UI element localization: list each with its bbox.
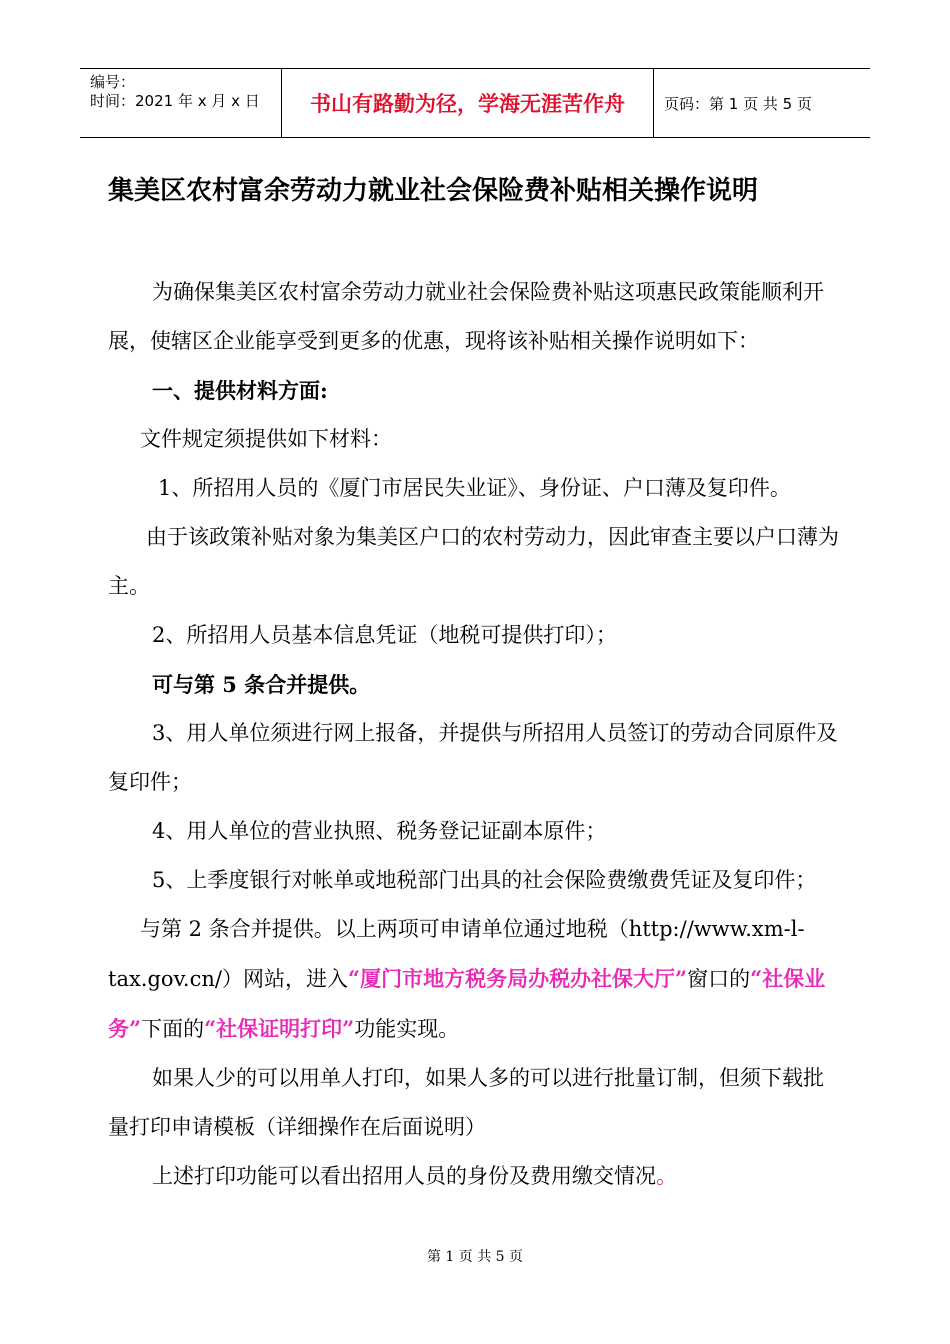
document-body xyxy=(108,268,844,1201)
header-page-info: 页码：第 1 页 共 5 页 xyxy=(664,94,812,113)
list-item-4: 4、用人单位的营业执照、税务登记证副本原件； xyxy=(152,819,607,843)
social-insurance-business: “社保业务” xyxy=(108,966,826,1041)
paragraph-note-1: 由于该政策补贴对象为集美区户口的农村劳动力，因此审查主要以户口薄为主。 xyxy=(108,525,839,598)
note5-text-b: 窗口的 xyxy=(687,967,751,991)
paragraph-intro: 为确保集美区农村富余劳动力就业社会保险费补贴这项惠民政策能顺利开展，使辖区企业能享受到更多的优惠，现将该补贴相关操作说明如下： xyxy=(108,280,824,353)
paragraph-note-2: 可与第 5 条合并提供。 xyxy=(152,672,371,697)
paragraph-note-5 xyxy=(108,905,844,1054)
summary-text: 上述打印功能可以看出招用人员的身份及费用缴交情况 xyxy=(152,1164,656,1188)
certificate-print-function: “社保证明打印” xyxy=(204,1016,355,1041)
list-item-2: 2、所招用人员基本信息凭证（地税可提供打印）； xyxy=(152,623,617,647)
summary-period: 。 xyxy=(656,1164,677,1188)
section-heading: 一、提供材料方面: xyxy=(152,378,328,403)
header-time: 时间：2021 年 x 月 x 日 xyxy=(90,92,260,110)
list-item-5: 5、上季度银行对帐单或地税部门出具的社会保险费缴费凭证及复印件； xyxy=(152,868,817,892)
paragraph-batch: 如果人少的可以用单人打印，如果人多的可以进行批量订制，但须下载批量打印申请模板（详细操作在后面说明） xyxy=(108,1066,824,1139)
header-motto: 书山有路勤为径，学海无涯苦作舟 xyxy=(282,69,654,137)
document-title: 集美区农村富余劳动力就业社会保险费补贴相关操作说明 xyxy=(108,176,759,206)
list-item-1: 1、所招用人员的《厦门市居民失业证》、身份证、户口薄及复印件。 xyxy=(158,476,791,500)
tax-hall-name: “厦门市地方税务局办税办社保大厅” xyxy=(347,966,688,991)
note5-text-c: 下面的 xyxy=(141,1017,205,1041)
note5-text-d: 功能实现。 xyxy=(354,1017,460,1041)
list-item-3: 3、用人单位须进行网上报备，并提供与所招用人员签订的劳动合同原件及复印件； xyxy=(108,721,838,794)
page-header xyxy=(80,68,870,138)
note5-text-a: 与第 2 条合并提供。以上两项可申请单位通过地税（http://www.xm-l-tax.gov.cn/）网站，进入 xyxy=(108,917,805,991)
header-number: 编号： xyxy=(90,73,136,91)
paragraph-materials-intro: 文件规定须提供如下材料： xyxy=(140,427,392,451)
paragraph-summary xyxy=(108,1152,844,1201)
page-footer: 第 1 页 共 5 页 xyxy=(426,1249,524,1265)
header-meta xyxy=(80,69,282,137)
